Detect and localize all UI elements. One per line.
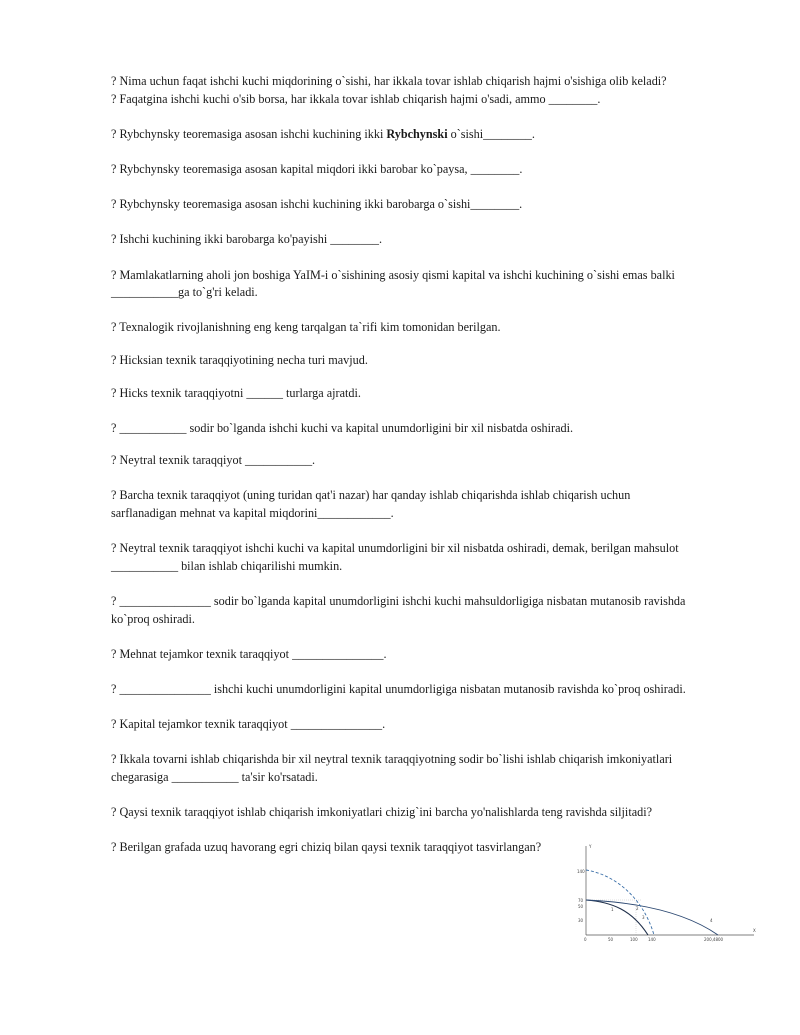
question-13-line-1: ? Neytral texnik taraqqiyot ishchi kuchi va kapital unumdorligini bir xil nisbatda oshiradi, demak, berilgan mahsulot: [111, 541, 679, 556]
x-tick-140: 140: [648, 937, 656, 942]
question-16-line-1: ? _______________ ishchi kuchi unumdorligini kapital unumdorligiga nisbatan mutanosib ravishda ko`proq oshiradi.: [111, 682, 686, 696]
y-tick-50: 50: [578, 904, 584, 909]
question-9-line-1: ? Hicks texnik taraqqiyotni ______ turlarga ajratdi.: [111, 385, 361, 400]
question-12-line-2: sarflanadigan mehnat va kapital miqdorini____________.: [111, 506, 394, 521]
x-tick-50: 50: [608, 937, 614, 942]
question-17-line-1: ? Kapital tejamkor texnik taraqqiyot _______________.: [111, 717, 386, 732]
question-13: [111, 540, 736, 575]
question-4: [111, 196, 736, 214]
question-20-line-1: ? Berilgan grafada uzuq havorang egri chiziq bilan qaysi texnik taraqqiyot tasvirlangan?: [111, 840, 542, 855]
question-6: [111, 267, 736, 302]
question-2-bold: Rybchynski: [386, 126, 448, 141]
y-tick-30: 30: [578, 918, 584, 923]
ppf-figure: [572, 840, 762, 942]
question-6-line-1: ? Mamlakatlarning aholi jon boshiga YaIM-i o`sishining asosiy qismi kapital va ishchi kuchining o`sishi emas balki: [111, 267, 675, 282]
question-14: [111, 593, 736, 628]
question-3-line-1: ? Rybchynsky teoremasiga asosan kapital miqdori ikki barobar ko`paysa, ________.: [111, 161, 523, 176]
question-10: [111, 420, 736, 438]
ppf-diagram: [572, 840, 762, 942]
question-15-line-1: ? Mehnat tejamkor texnik taraqqiyot _______________.: [111, 646, 387, 661]
question-15: [111, 646, 736, 664]
question-2-pre: ? Rybchynsky teoremasiga asosan ishchi kuchining ikki: [111, 126, 387, 141]
question-10-line-1: ? ___________ sodir bo`lganda ishchi kuchi va kapital unumdorligini bir xil nisbatda oshiradi.: [111, 420, 574, 435]
question-12-line-1: ? Barcha texnik taraqqiyot (uning turidan qat'i nazar) har qanday ishlab chiqarishda ishlab chiqarish uchun: [111, 488, 631, 503]
curve-label-2: 2: [636, 906, 639, 911]
curve-label-3: 3: [642, 915, 645, 920]
question-18: [111, 751, 736, 786]
y-axis-label: Y: [589, 844, 592, 849]
x-axis-label: X: [753, 928, 756, 933]
question-19-line-1: ? Qaysi texnik taraqqiyot ishlab chiqarish imkoniyatlari chizig`ini barcha yo'nalishlarda teng ravishda siljitadi?: [111, 805, 652, 820]
question-2: [111, 126, 736, 144]
question-2-post: o`sishi________.: [447, 126, 535, 141]
question-8: [111, 352, 736, 370]
question-3: [111, 161, 736, 179]
question-11: [111, 452, 736, 470]
question-18-line-1: ? Ikkala tovarni ishlab chiqarishda bir xil neytral texnik taraqqiyotning sodir bo`lishi ishlab chiqarish imkoniyatlari: [111, 752, 673, 767]
question-1-line-1: ? Nima uchun faqat ishchi kuchi miqdorining o`sishi, har ikkala tovar ishlab chiqarish hajmi o'sishiga olib keladi?: [111, 74, 667, 88]
question-1-line-2: ? Faqatgina ishchi kuchi o'sib borsa, har ikkala tovar ishlab chiqarish hajmi o'sadi, ammo ________.: [111, 91, 601, 106]
y-tick-70: 70: [578, 898, 584, 903]
question-8-line-1: ? Hicksian texnik taraqqiyotining necha turi mavjud.: [111, 352, 368, 367]
question-7: [111, 319, 736, 337]
question-13-line-2: ___________ bilan ishlab chiqarilishi mumkin.: [111, 558, 343, 573]
question-11-line-1: ? Neytral texnik taraqqiyot ___________.: [111, 453, 316, 468]
question-12: [111, 487, 736, 522]
question-list: [111, 73, 736, 857]
question-7-line-1: ? Texnalogik rivojlanishning eng keng tarqalgan ta`rifi kim tomonidan berilgan.: [111, 320, 501, 335]
question-4-line-1: ? Rybchynsky teoremasiga asosan ishchi kuchining ikki barobarga o`sishi________.: [111, 197, 523, 212]
question-1: [111, 73, 736, 108]
x-tick-200: 200,4800: [704, 937, 724, 942]
question-5-line-1: ? Ishchi kuchining ikki barobarga ko'payishi ________.: [111, 232, 383, 247]
curve-label-4: 4: [710, 918, 713, 923]
question-18-line-2: chegarasiga ___________ ta'sir ko'rsatadi.: [111, 769, 318, 784]
x-tick-100: 100: [630, 937, 638, 942]
question-14-line-1: ? _______________ sodir bo`lganda kapital unumdorligini ishchi kuchi mahsuldorligiga nisbatan mutanosib ravishda: [111, 594, 686, 609]
question-6-line-2: ___________ga to`g'ri keladi.: [111, 285, 258, 300]
curve-label-1: 1: [611, 907, 614, 912]
y-tick-140: 140: [577, 869, 585, 874]
question-5: [111, 231, 736, 249]
question-17: [111, 716, 736, 734]
question-16: [111, 681, 736, 699]
origin-label: 0: [584, 937, 587, 942]
question-19: [111, 804, 736, 822]
question-14-line-2: ko`proq oshiradi.: [111, 611, 195, 626]
question-9: [111, 385, 736, 403]
ppf-curve-shifted: [586, 900, 718, 935]
